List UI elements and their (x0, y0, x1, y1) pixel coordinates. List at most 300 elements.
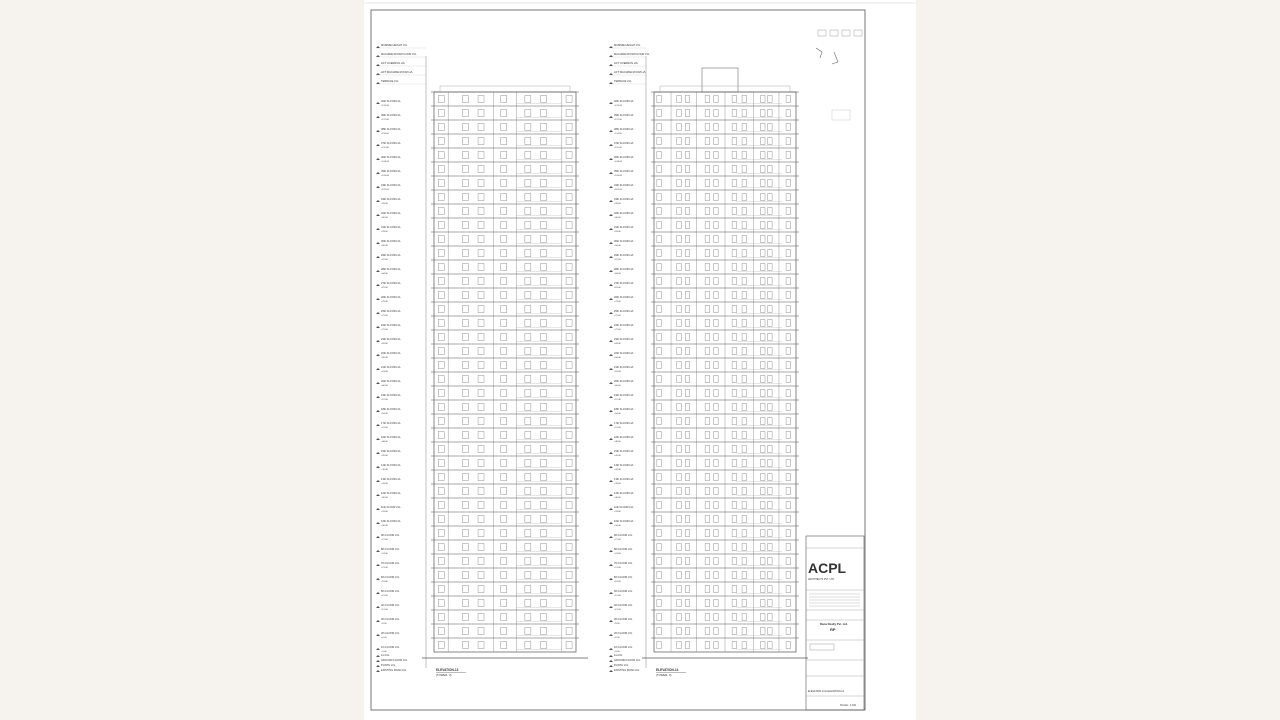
floor-level-value: +96.00 (614, 217, 621, 219)
window (768, 96, 773, 103)
window (732, 166, 737, 173)
window (541, 614, 547, 621)
window (657, 642, 662, 649)
window (742, 488, 747, 495)
floor-level-value: +21.00 (614, 567, 621, 569)
level-marker-icon (609, 186, 613, 188)
window (786, 152, 791, 159)
window (541, 138, 547, 145)
floor-level-value: +39.00 (614, 483, 621, 485)
window (566, 502, 572, 509)
window (657, 208, 662, 215)
window (714, 334, 719, 341)
level-marker-icon (376, 564, 380, 566)
level-marker-icon (376, 298, 380, 300)
window (657, 152, 662, 159)
floor-level-value: +30.00 (614, 525, 621, 527)
window (566, 404, 572, 411)
level-marker-icon (609, 73, 613, 75)
window (786, 460, 791, 467)
window (761, 376, 766, 383)
level-marker-icon (609, 508, 613, 510)
window (685, 474, 690, 481)
window (705, 362, 710, 369)
level-marker-icon (609, 382, 613, 384)
window (732, 558, 737, 565)
floor-level-label: 34th FLOOR LVL (381, 184, 401, 187)
level-marker-icon (609, 665, 613, 667)
window (478, 180, 484, 187)
window (714, 642, 719, 649)
window (705, 488, 710, 495)
level-marker-icon (609, 214, 613, 216)
level-label: MACHINE ROOM FLOOR LVL (381, 53, 417, 56)
level-marker-icon (376, 354, 380, 356)
window (714, 600, 719, 607)
floor-level-label: 35th FLOOR LVL (381, 170, 401, 173)
window (768, 208, 773, 215)
window (501, 544, 507, 551)
window (525, 348, 531, 355)
window (541, 544, 547, 551)
window (501, 600, 507, 607)
window (705, 180, 710, 187)
floor-level-value: +51.00 (381, 427, 388, 429)
window (525, 110, 531, 117)
window (478, 586, 484, 593)
window (677, 348, 682, 355)
floor-level-value: +93.00 (381, 231, 388, 233)
window (525, 614, 531, 621)
window (541, 96, 547, 103)
window (761, 642, 766, 649)
window (685, 502, 690, 509)
window (685, 194, 690, 201)
window (478, 432, 484, 439)
window (685, 208, 690, 215)
window (685, 376, 690, 383)
window (786, 502, 791, 509)
level-marker-icon (609, 368, 613, 370)
window (501, 138, 507, 145)
window (438, 586, 444, 593)
window (677, 138, 682, 145)
window (768, 558, 773, 565)
window (501, 194, 507, 201)
window (478, 362, 484, 369)
floor-level-value: +18.00 (614, 581, 621, 583)
window (525, 502, 531, 509)
window (462, 404, 468, 411)
floor-level-label: 20th FLOOR LVL (381, 380, 401, 383)
window (438, 334, 444, 341)
window (761, 124, 766, 131)
window (462, 362, 468, 369)
window (786, 404, 791, 411)
window (462, 586, 468, 593)
window (732, 600, 737, 607)
window (685, 544, 690, 551)
floor-level-value: +66.00 (614, 357, 621, 359)
floor-level-label: 23th FLOOR LVL (381, 338, 401, 341)
level-marker-icon (376, 396, 380, 398)
window (501, 404, 507, 411)
window (677, 390, 682, 397)
window (677, 530, 682, 537)
window (566, 488, 572, 495)
window (501, 264, 507, 271)
window (541, 222, 547, 229)
key-plan-block (818, 30, 826, 36)
window (501, 446, 507, 453)
window (677, 600, 682, 607)
floor-level-value: +36.00 (614, 497, 621, 499)
window (657, 264, 662, 271)
level-marker-icon (609, 670, 613, 672)
window (786, 642, 791, 649)
window (657, 292, 662, 299)
window (742, 194, 747, 201)
window (768, 600, 773, 607)
floor-level-value: +33.00 (381, 511, 388, 513)
window (714, 124, 719, 131)
floor-level-value: +117.00 (381, 119, 389, 121)
floor-level-value: +42.00 (614, 469, 621, 471)
window (438, 138, 444, 145)
window (761, 194, 766, 201)
window (438, 348, 444, 355)
window (501, 628, 507, 635)
key-plan-legend (832, 110, 850, 120)
elevation-subtitle: (TOWER- 3) (656, 673, 672, 677)
firm-name: ARCHITECTS PVT. LTD. (808, 578, 835, 581)
window (768, 628, 773, 635)
window (761, 628, 766, 635)
level-marker-icon (376, 466, 380, 468)
window (786, 124, 791, 131)
window (732, 404, 737, 411)
window (732, 474, 737, 481)
window (438, 236, 444, 243)
window (742, 152, 747, 159)
level-label: TERRACE LVL (614, 80, 632, 83)
window (742, 180, 747, 187)
window (786, 600, 791, 607)
level-marker-icon (609, 298, 613, 300)
window (732, 334, 737, 341)
level-marker-icon (376, 648, 380, 650)
window (657, 502, 662, 509)
window (786, 488, 791, 495)
window (768, 278, 773, 285)
window (768, 502, 773, 509)
floor-level-label: 17th FLOOR LVL (381, 422, 401, 425)
window (742, 362, 747, 369)
window (761, 460, 766, 467)
level-marker-icon (376, 606, 380, 608)
window (742, 222, 747, 229)
level-marker-icon (376, 102, 380, 104)
floor-level-value: +24.00 (614, 553, 621, 555)
window (525, 516, 531, 523)
floor-level-label: 25th FLOOR LVL (381, 310, 401, 313)
level-label: PLINTH LVL (614, 664, 629, 667)
floor-level-value: +9.00 (614, 623, 620, 625)
window (501, 166, 507, 173)
window (714, 320, 719, 327)
window (714, 418, 719, 425)
window (685, 586, 690, 593)
floor-level-label: 16th FLOOR LVL (381, 436, 401, 439)
window (742, 404, 747, 411)
window (525, 236, 531, 243)
floor-level-value: +57.00 (614, 399, 621, 401)
window (566, 278, 572, 285)
level-marker-icon (609, 606, 613, 608)
window (566, 628, 572, 635)
window (761, 152, 766, 159)
level-marker-icon (376, 670, 380, 672)
window (742, 96, 747, 103)
window (761, 502, 766, 509)
level-marker-icon (376, 494, 380, 496)
floor-level-label: 40th FLOOR LVL (381, 100, 401, 103)
window (742, 432, 747, 439)
floor-level-label: 11th FLOOR LVL (381, 506, 401, 509)
window (478, 502, 484, 509)
window (786, 586, 791, 593)
floor-level-label: 7th FLOOR LVL (381, 562, 400, 565)
window (525, 628, 531, 635)
window (566, 614, 572, 621)
window (761, 474, 766, 481)
floor-level-value: +78.00 (381, 301, 388, 303)
window (705, 586, 710, 593)
window (677, 194, 682, 201)
window (685, 362, 690, 369)
floor-level-label: 1th FLOOR LVL (614, 646, 633, 649)
floor-level-label: 4th FLOOR LVL (381, 604, 400, 607)
window (786, 180, 791, 187)
window (541, 418, 547, 425)
window (566, 320, 572, 327)
level-marker-icon (609, 326, 613, 328)
window (438, 390, 444, 397)
window (742, 278, 747, 285)
window (705, 292, 710, 299)
window (501, 334, 507, 341)
window (761, 516, 766, 523)
window (732, 376, 737, 383)
window (768, 432, 773, 439)
window (677, 614, 682, 621)
floor-level-value: +3.00 (614, 651, 620, 653)
window (742, 250, 747, 257)
window (541, 432, 547, 439)
window (462, 138, 468, 145)
level-marker-icon (376, 550, 380, 552)
elevation-13 (376, 43, 588, 677)
window (786, 166, 791, 173)
window (768, 642, 773, 649)
window (677, 432, 682, 439)
level-marker-icon (376, 172, 380, 174)
floor-level-label: 10th FLOOR LVL (614, 520, 634, 523)
floor-level-label: 7th FLOOR LVL (614, 562, 633, 565)
window (677, 208, 682, 215)
window (786, 334, 791, 341)
window (714, 278, 719, 285)
floor-level-value: +18.00 (381, 581, 388, 583)
level-label: LIFT OVERRUN LVL (614, 62, 639, 65)
floor-level-label: 10th FLOOR LVL (381, 520, 401, 523)
window (566, 348, 572, 355)
window (438, 474, 444, 481)
window (657, 530, 662, 537)
window (657, 222, 662, 229)
window (742, 600, 747, 607)
floor-level-label: 18th FLOOR LVL (614, 408, 634, 411)
level-marker-icon (376, 578, 380, 580)
window (478, 418, 484, 425)
level-label: MACHINE ROOM FLOOR LVL (614, 53, 650, 56)
floor-level-value: +75.00 (381, 315, 388, 317)
window (705, 348, 710, 355)
level-marker-icon (376, 270, 380, 272)
window (462, 320, 468, 327)
window (541, 320, 547, 327)
window (478, 124, 484, 131)
window (438, 544, 444, 551)
window (677, 376, 682, 383)
window (566, 180, 572, 187)
window (657, 446, 662, 453)
window (462, 488, 468, 495)
level-marker-icon (376, 46, 380, 48)
floor-level-value: +120.00 (614, 105, 622, 107)
floor-level-value: +15.00 (381, 595, 388, 597)
window (786, 138, 791, 145)
window (768, 446, 773, 453)
window (732, 586, 737, 593)
window (462, 642, 468, 649)
window (501, 96, 507, 103)
window (478, 530, 484, 537)
window (742, 572, 747, 579)
window (714, 544, 719, 551)
level-marker-icon (609, 396, 613, 398)
window (742, 516, 747, 523)
floor-level-value: +87.00 (614, 259, 621, 261)
level-marker-icon (376, 508, 380, 510)
window (478, 390, 484, 397)
window (761, 586, 766, 593)
window (761, 362, 766, 369)
parapet (660, 86, 790, 92)
window (768, 418, 773, 425)
window (462, 530, 468, 537)
window (501, 586, 507, 593)
floor-level-value: +114.00 (381, 133, 389, 135)
window (478, 460, 484, 467)
window (768, 320, 773, 327)
window (541, 628, 547, 635)
window (478, 488, 484, 495)
level-marker-icon (609, 158, 613, 160)
window (541, 516, 547, 523)
window (742, 166, 747, 173)
window (501, 306, 507, 313)
window (714, 502, 719, 509)
window (732, 208, 737, 215)
window (714, 208, 719, 215)
window (566, 418, 572, 425)
window (438, 530, 444, 537)
window (525, 432, 531, 439)
window (438, 320, 444, 327)
window (501, 488, 507, 495)
level-marker-icon (609, 578, 613, 580)
floor-level-label: 32th FLOOR LVL (381, 212, 401, 215)
window (478, 152, 484, 159)
floor-level-value: +60.00 (381, 385, 388, 387)
window (541, 306, 547, 313)
window (541, 236, 547, 243)
floor-level-value: +30.00 (381, 525, 388, 527)
level-marker-icon (609, 410, 613, 412)
floor-level-label: 22th FLOOR LVL (381, 352, 401, 355)
window (732, 460, 737, 467)
window (525, 208, 531, 215)
window (705, 306, 710, 313)
window (742, 306, 747, 313)
window (732, 194, 737, 201)
window (714, 166, 719, 173)
floor-level-label: 39th FLOOR LVL (381, 114, 401, 117)
window (761, 110, 766, 117)
level-label: LIFT OVERRUN LVL (381, 62, 406, 65)
window (768, 516, 773, 523)
level-marker-icon (609, 256, 613, 258)
level-marker-icon (609, 172, 613, 174)
north-arrow-icon (816, 48, 838, 64)
floor-level-label: 19th FLOOR LVL (614, 394, 634, 397)
window (566, 642, 572, 649)
window (566, 166, 572, 173)
window (677, 264, 682, 271)
window (525, 390, 531, 397)
floor-level-value: +39.00 (381, 483, 388, 485)
window (761, 530, 766, 537)
window (541, 292, 547, 299)
floor-level-value: +102.00 (614, 189, 622, 191)
level-marker-icon (376, 660, 380, 662)
window (478, 110, 484, 117)
window (438, 376, 444, 383)
window (705, 194, 710, 201)
elevation-14 (609, 43, 808, 677)
window (786, 208, 791, 215)
level-marker-icon (376, 228, 380, 230)
window (761, 390, 766, 397)
floor-level-label: 37th FLOOR LVL (381, 142, 401, 145)
window (501, 614, 507, 621)
floor-level-label: 15th FLOOR LVL (614, 450, 634, 453)
level-marker-icon (376, 480, 380, 482)
window (685, 642, 690, 649)
window (677, 446, 682, 453)
window (462, 432, 468, 439)
